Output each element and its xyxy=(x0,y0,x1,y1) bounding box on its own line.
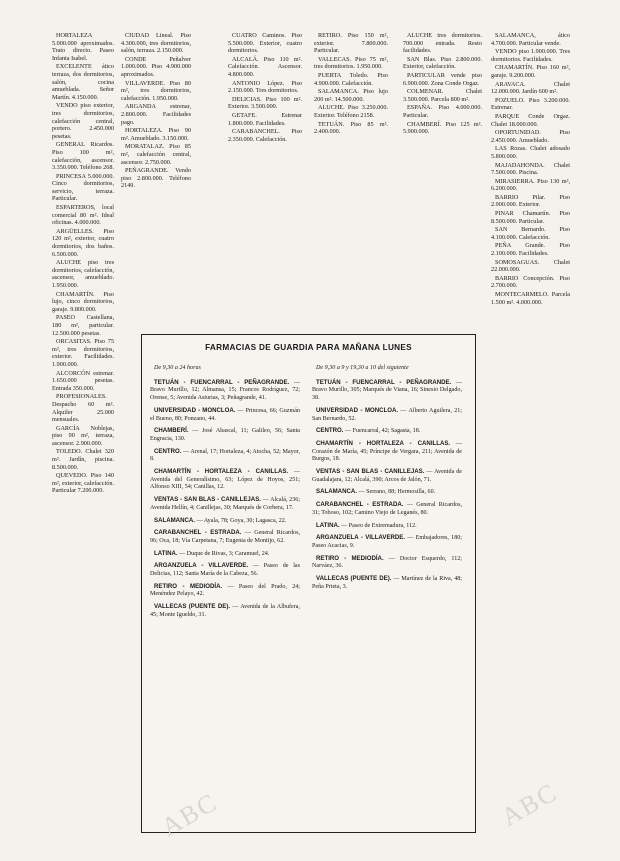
classified-ad: HORTALEZA 5.000.000 aproximados. Trato directo. Paseo Infanta Isabel. xyxy=(52,32,114,62)
pharmacy-addresses: — Paseo de Extremadura, 112. xyxy=(341,522,417,529)
pharmacy-box-title: FARMACIAS DE GUARDIA PARA MAÑANA LUNES xyxy=(205,343,412,352)
classified-ad: COLMENAR. Chalet 3.500.000. Parcela 800 m². xyxy=(403,88,482,103)
pharmacy-addresses: — Corazón de María, 45; Príncipe de Vergara, 211; Avenida de Burgos, 18. xyxy=(312,440,462,463)
pharmacy-zone: VALLECAS (PUENTE DE). xyxy=(316,575,392,583)
pharmacy-addresses: — Avenida del Generalísimo, 63; López de Hoyos, 251; Alfonso XIII, 54; Canillas, 12. xyxy=(150,469,300,491)
classified-ad: VENDO piso exterior, tres dormitorios, calefacción central, portero. 2.450.000 pesetas. xyxy=(52,102,114,140)
classified-ad: PARQUE Conde Orgaz. Chalet 18.000.000. xyxy=(491,112,570,128)
pharmacy-entry xyxy=(312,468,462,484)
classified-ad: ALCORCÓN estrenar. 1.650.000 pesetas. Entrada 350.000. xyxy=(52,369,114,392)
pharmacy-addresses: — Bravo Murillo, 12; Almansa, 15; Francos Rodríguez, 72; Orense, 5; Avenida Asturias, 3; Peñagrande, 41. xyxy=(150,379,301,402)
classified-ad: MAJADAHONDA. Chalet 7.500.000. Piscina. xyxy=(491,161,570,177)
classifieds-column-6 xyxy=(491,32,570,832)
classified-ad: GENERAL Ricardos. Piso 100 m², calefacción, ascensor. 3.350.000. Teléfono 268. xyxy=(52,141,114,172)
pharmacy-addresses: — Paseo del Prado, 24; Menéndez Pelayo, 42. xyxy=(150,583,300,598)
classified-ad: CHAMBERÍ. Piso 125 m². 5.900.000. xyxy=(403,120,482,136)
pharmacy-entry xyxy=(312,407,462,423)
day-entries xyxy=(150,379,300,620)
classified-ad: MORATALAZ. Piso 85 m², calefacción central, ascensor. 2.750.000. xyxy=(121,143,191,166)
classifieds-column-4 xyxy=(314,32,388,337)
pharmacy-addresses: — Fuencarral, 42; Sagasta, 18. xyxy=(344,428,421,435)
pharmacy-entry xyxy=(150,562,300,578)
classified-ad: ALUCHE. Piso 3.250.000. Exterior. Teléfono 2158. xyxy=(314,104,388,119)
pharmacy-addresses: — Avenida de la Albufera, 45; Monte Igueldo, 31. xyxy=(150,604,300,618)
classified-ad: EXCELENTE ático terraza, dos dormitorios, salón, cocina amueblada. Señor Martín. 4.150.000. xyxy=(52,63,114,101)
classified-ad: SAN Blas. Piso 2.800.000. Exterior, calefacción. xyxy=(403,55,482,71)
pharmacy-zone: CARABANCHEL - ESTRADA. xyxy=(316,501,404,509)
watermark-logo-2: ABC xyxy=(496,777,563,832)
classified-ad: SALAMANCA. Piso lujo 200 m². 14.500.000. xyxy=(314,88,388,103)
classified-ad: BARRIO Pilar. Piso 2.900.000. Exterior. xyxy=(491,193,570,209)
pharmacy-day-column xyxy=(150,365,300,624)
classified-ad: ORCASITAS. Piso 75 m², tres dormitorios, exterior. Facilidades. 1.900.000. xyxy=(52,338,114,368)
pharmacy-zone: VENTAS - SAN BLAS - CANILLEJAS. xyxy=(154,496,261,504)
pharmacy-zone: VALLECAS (PUENTE DE). xyxy=(154,603,231,611)
classified-ad: SAN Bernardo. Piso 4.100.000. Calefacción. xyxy=(491,226,570,241)
classified-ad: GARCÍA Noblejas, piso 90 m², terraza, ascensor. 2.900.000. xyxy=(52,424,114,447)
classified-ad: ESPAÑA. Piso 4.000.000. Particular. xyxy=(403,104,482,119)
day-hours: De 9,30 a 24 horas xyxy=(154,365,201,371)
pharmacy-zone: LATINA. xyxy=(154,549,178,557)
pharmacy-zone: TETUÁN - FUENCARRAL - PEÑAGRANDE. xyxy=(154,378,290,386)
classified-ad: ARGANDA estrenar, 2.800.000. Facilidades pago. xyxy=(121,103,191,126)
pharmacy-entry xyxy=(312,575,462,591)
classified-ad: CHAMARTÍN. Piso 160 m², garaje. 9.200.000. xyxy=(491,64,570,79)
pharmacy-zone: ARGANZUELA - VILLAVERDE. xyxy=(316,534,406,542)
classified-ad: DELICIAS. Piso 100 m². Exterior. 3.500.000. xyxy=(228,95,302,111)
pharmacy-zone: UNIVERSIDAD - MONCLOA. xyxy=(316,406,399,414)
pharmacy-zone: RETIRO - MEDIODÍA. xyxy=(154,582,223,590)
pharmacy-addresses: — Serrano, 88; Hermosilla, 60. xyxy=(358,489,436,496)
pharmacy-zone: CHAMARTÍN - HORTALEZA - CANILLAS. xyxy=(154,468,289,476)
classified-ad: LAS Rozas. Chalet adosado 5.800.000. xyxy=(491,145,570,160)
pharmacy-zone: CENTRO. xyxy=(316,427,344,435)
pharmacy-entry xyxy=(150,529,300,545)
classified-ad: PASEO Castellana, 180 m², particular. 12.500.000 pesetas. xyxy=(52,314,114,337)
pharmacy-zone: VENTAS - SAN BLAS - CANILLEJAS. xyxy=(316,468,425,476)
pharmacy-entry xyxy=(312,440,462,464)
pharmacy-addresses: — Paseo de las Delicias, 112; Santa María de la Cabeza, 56. xyxy=(150,563,300,578)
pharmacy-zone: ARGANZUELA - VILLAVERDE. xyxy=(154,562,249,570)
pharmacy-zone: SALAMANCA. xyxy=(316,488,357,496)
classifieds-column-2 xyxy=(121,32,191,337)
pharmacy-night-column xyxy=(312,365,462,595)
pharmacy-zone: SALAMANCA. xyxy=(154,516,195,524)
classified-ad: SALAMANCA, ático 4.700.000. Particular vende. xyxy=(491,32,570,47)
classified-ad: ANTONIO López. Piso 2.150.000. Tres dormitorios. xyxy=(228,79,302,95)
classifieds-column-5 xyxy=(403,32,482,337)
classified-ad: CUATRO Caminos. Piso 5.500.000. Exterior, cuatro dormitorios. xyxy=(228,32,302,55)
classified-ad: SOMOSAGUAS. Chalet 22.000.000. xyxy=(491,258,570,274)
pharmacy-entry xyxy=(150,427,300,443)
pharmacy-entry xyxy=(312,488,462,497)
pharmacy-zone: RETIRO - MEDIODÍA. xyxy=(316,554,384,562)
pharmacy-entry xyxy=(312,522,462,531)
pharmacy-entry xyxy=(312,427,462,436)
classified-ad: VILLAVERDE. Piso 80 m², tres dormitorios, calefacción. 1.950.000. xyxy=(121,79,191,102)
classified-ad: PUERTA Toledo. Piso 4.900.000. Calefacción. xyxy=(314,71,388,87)
classified-ad: PARTICULAR vende piso 6.900.000. Zona Conde Orgaz. xyxy=(403,71,482,87)
classified-ad: PEÑA Grande. Piso 2.100.000. Facilidades. xyxy=(491,242,570,258)
classifieds-column-3 xyxy=(228,32,302,337)
pharmacy-entry xyxy=(312,555,462,571)
pharmacy-entry xyxy=(150,517,300,526)
pharmacy-addresses: — General Ricardos, 31; Toboso, 102; Camino Viejo de Leganés, 80. xyxy=(312,502,462,516)
pharmacy-zone: CHAMBERÍ. xyxy=(154,427,189,435)
pharmacy-addresses: — Duque de Rivas, 3; Caramuel, 24. xyxy=(179,550,270,557)
classified-ad: HORTALEZA. Piso 90 m². Amueblado. 3.150.000. xyxy=(121,127,191,142)
pharmacy-addresses: — Arenal, 17; Hortaleza, 4; Atocha, 52; Mayor, 8. xyxy=(150,448,300,463)
classified-ad: CARABANCHEL. Piso 2.350.000. Calefacción. xyxy=(228,128,302,143)
pharmacy-addresses: — Doctor Esquerdo, 112; Narváez, 36. xyxy=(312,555,462,570)
classifieds-column-1 xyxy=(52,32,114,832)
pharmacy-box xyxy=(141,334,476,833)
pharmacy-addresses: — Martínez de la Riva, 48; Peña Prieta, 3. xyxy=(312,576,462,590)
classified-ad: OPORTUNIDAD. Piso 2.450.000. Amueblado. xyxy=(491,129,570,144)
pharmacy-addresses: — Embajadores, 180; Paseo Acacias, 9. xyxy=(312,535,462,549)
classified-ad: TOLEDO. Chalet 320 m². Jardín, piscina. 8.500.000. xyxy=(52,448,114,471)
pharmacy-entry xyxy=(150,448,300,464)
classified-ad: VALLECAS. Piso 75 m², tres dormitorios. 1.950.000. xyxy=(314,55,388,71)
classified-ad: ALCALÁ. Piso 110 m². Calefacción. Ascensor. 4.800.000. xyxy=(228,55,302,78)
classified-ad: PRINCESA 5.000.000. Cinco dormitorios, servicio, terraza. Particular. xyxy=(52,172,114,203)
pharmacy-entry xyxy=(312,379,462,403)
classified-ad: ARAVACA. Chalet 12.000.000. Jardín 600 m². xyxy=(491,80,570,96)
classified-ad: PINAR Chamartín. Piso 8.500.000. Particular. xyxy=(491,210,570,225)
pharmacy-entry xyxy=(150,468,300,492)
pharmacy-zone: UNIVERSIDAD - MONCLOA. xyxy=(154,406,236,414)
pharmacy-addresses: — Alberto Aguilera, 21; San Bernardo, 52. xyxy=(312,407,462,422)
classified-ad: ALUCHE tres dormitorios. 700.000 entrada. Resto facilidades. xyxy=(403,32,482,55)
watermark-logo: ABC xyxy=(156,787,223,842)
pharmacy-zone: CENTRO. xyxy=(154,447,182,455)
classified-ad: PROFESIONALES. Despacho 60 m². Alquiler 25.000 mensuales. xyxy=(52,393,114,424)
pharmacy-zone: CARABANCHEL - ESTRADA. xyxy=(154,529,242,537)
classified-ad: ARGÜELLES. Piso 120 m², exterior, cuatro dormitorios, dos baños. 6.500.000. xyxy=(52,227,114,258)
classified-ad: GETAFE. Estrenar 1.800.000. Facilidades. xyxy=(228,111,302,127)
pharmacy-entry xyxy=(150,603,300,619)
pharmacy-entry xyxy=(150,583,300,599)
pharmacy-addresses: — Princesa, 66; Guzmán el Bueno, 80; Ponzano, 44. xyxy=(150,407,300,422)
pharmacy-entry xyxy=(312,534,462,550)
night-entries xyxy=(312,379,462,592)
pharmacy-addresses: — Avenida de Guadalajara, 12; Alcalá, 390; Arcos de Jalón, 71. xyxy=(312,469,463,483)
night-hours: De 9,30 a 9 y 19,30 a 10 del siguiente xyxy=(316,365,409,371)
pharmacy-addresses: — Bravo Murillo, 305; Marqués de Viana, 16; Sinesio Delgado, 38. xyxy=(312,379,463,402)
pharmacy-entry xyxy=(150,379,300,403)
pharmacy-entry xyxy=(150,550,300,559)
pharmacy-addresses: — General Ricardos, 96; Oca, 18; Vía Carpetana, 7; Eugenia de Montijo, 62. xyxy=(150,530,300,544)
classified-ad: CONDE Peñalver 1.000.000. Piso 4.900.000 aproximados. xyxy=(121,55,191,78)
pharmacy-entry xyxy=(312,501,462,517)
pharmacy-zone: TETUÁN - FUENCARRAL - PEÑAGRANDE. xyxy=(316,378,452,386)
pharmacy-zone: LATINA. xyxy=(316,521,340,529)
classified-ad: TETUÁN. Piso 85 m². 2.400.000. xyxy=(314,120,388,136)
pharmacy-addresses: — Ayala, 78; Goya, 30; Lagasca, 22. xyxy=(196,517,287,524)
pharmacy-addresses: — José Abascal, 11; Galileo, 56; Santa Engracia, 130. xyxy=(150,428,301,442)
classified-ad: BARRIO Concepción. Piso 2.700.000. xyxy=(491,274,570,290)
pharmacy-entry xyxy=(150,496,300,512)
classified-ad: RETIRO. Piso 150 m², exterior. 7.800.000. Particular. xyxy=(314,32,388,55)
pharmacy-addresses: — Alcalá, 236; Avenida Hellín, 4; Canillejas, 30; Marqués de Corbera, 17. xyxy=(150,497,301,511)
classified-ad: CHAMARTÍN. Piso lujo, cinco dormitorios, garaje. 9.800.000. xyxy=(52,290,114,313)
pharmacy-zone: CHAMARTÍN - HORTALEZA - CANILLAS. xyxy=(316,439,451,447)
pharmacy-entry xyxy=(150,407,300,423)
classified-ad: MIRASIERRA. Piso 130 m², 6.200.000. xyxy=(491,177,570,193)
classified-ad: VENDO piso 1.900.000. Tres dormitorios. Facilidades. xyxy=(491,48,570,63)
classified-ad: MONTECARMELO. Parcela 1.500 m². 4.000.000. xyxy=(491,291,570,306)
classified-ad: CIUDAD Lineal. Piso 4.300.000, tres dormitorios, salón, terraza. 2.150.000. xyxy=(121,32,191,55)
classified-ad: QUEVEDO. Piso 140 m², exterior, calefacción. Particular 7.200.000. xyxy=(52,472,114,495)
classified-ad: ALUCHE piso tres dormitorios, calefacción, ascensor, amueblado. 1.950.000. xyxy=(52,259,114,289)
classified-ad: ESPARTEROS, local comercial 80 m². Ideal oficinas. 4.000.000. xyxy=(52,204,114,227)
classified-ad: POZUELO. Piso 3.200.000. Estrenar. xyxy=(491,96,570,112)
classified-ad: PEÑAGRANDE. Vendo piso 2.800.000. Teléfono 2149. xyxy=(121,167,191,190)
